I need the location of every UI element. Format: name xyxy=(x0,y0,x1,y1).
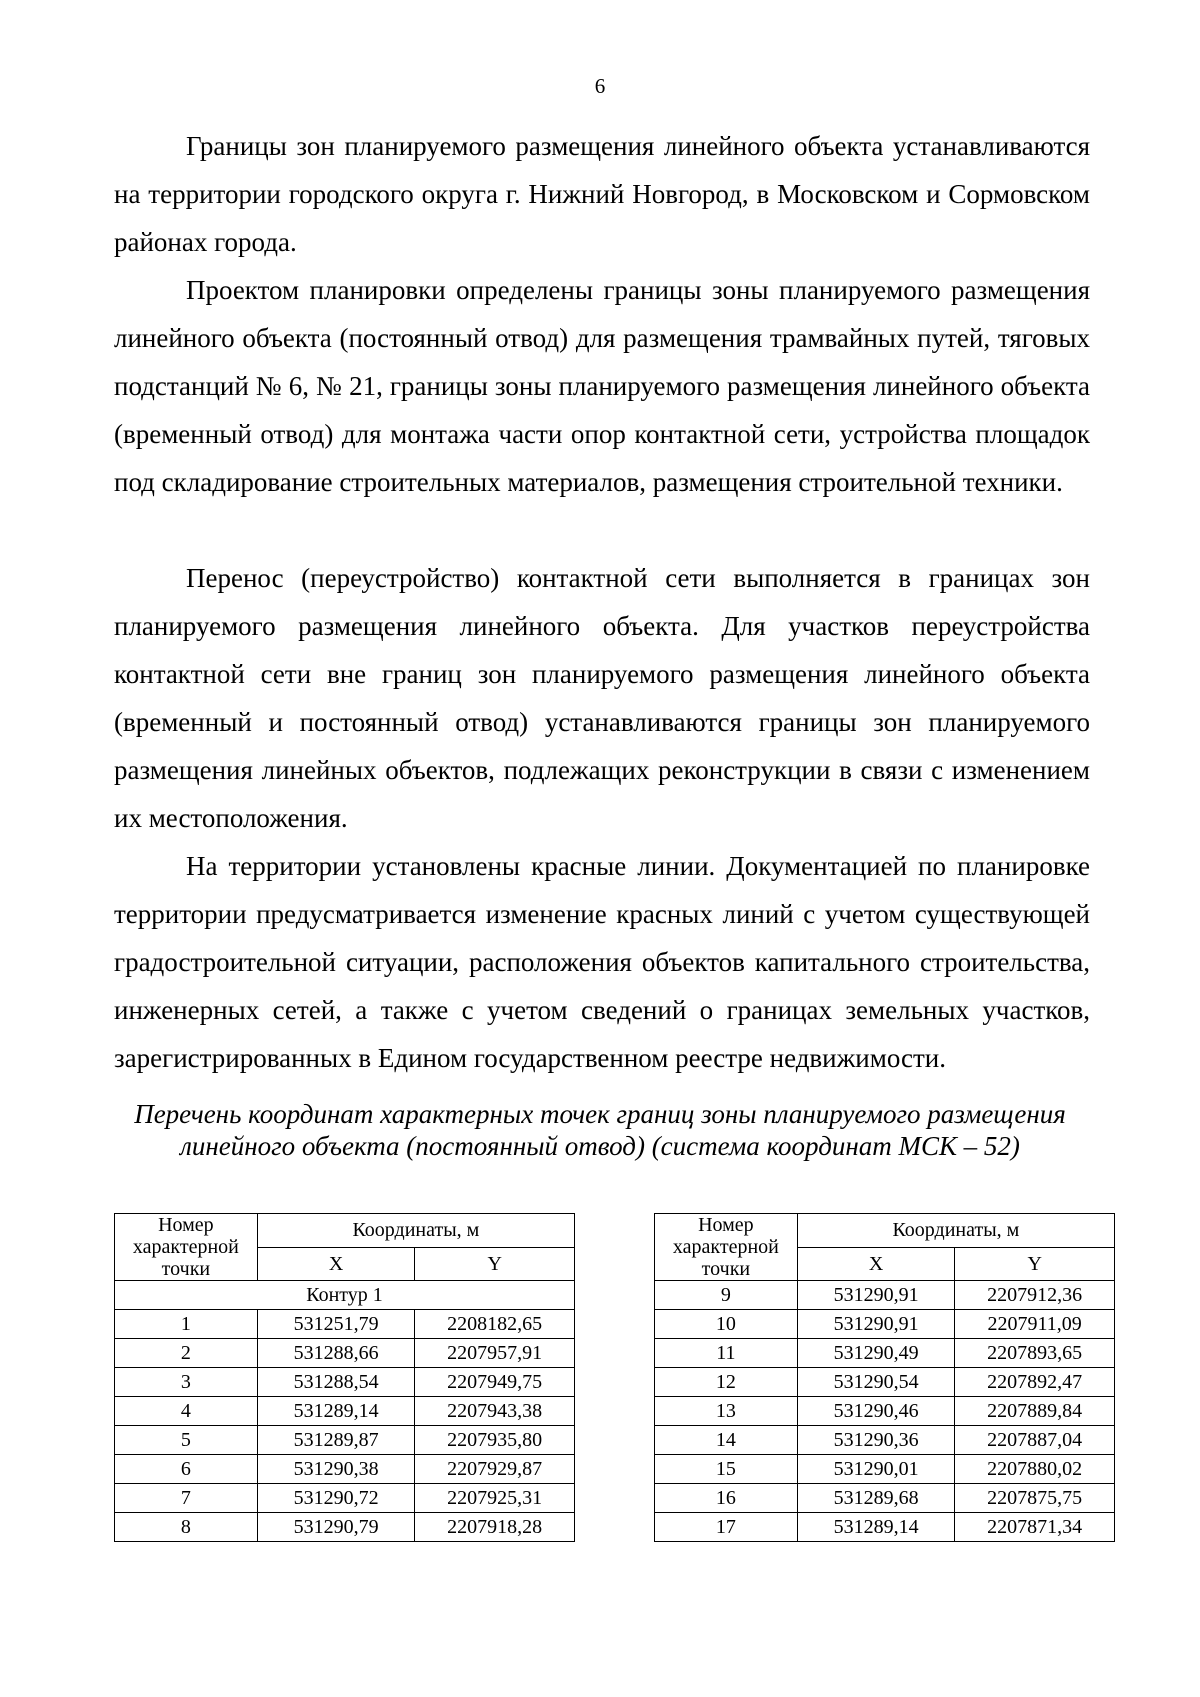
x-coordinate-cell: 531289,14 xyxy=(257,1397,415,1426)
table-row xyxy=(115,1368,575,1397)
point-number-cell: 1 xyxy=(115,1310,258,1339)
y-coordinate-cell: 2207887,04 xyxy=(955,1426,1115,1455)
header-point-number: Номер характерной точки xyxy=(655,1214,798,1281)
table-row xyxy=(115,1513,575,1542)
x-coordinate-cell: 531289,87 xyxy=(257,1426,415,1455)
y-coordinate-cell: 2207918,28 xyxy=(415,1513,575,1542)
y-coordinate-cell: 2207943,38 xyxy=(415,1397,575,1426)
x-coordinate-cell: 531290,79 xyxy=(257,1513,415,1542)
point-number-cell: 4 xyxy=(115,1397,258,1426)
point-number-cell: 16 xyxy=(655,1484,798,1513)
point-number-cell: 13 xyxy=(655,1397,798,1426)
coordinates-table-left xyxy=(114,1213,575,1542)
y-coordinate-cell: 2207893,65 xyxy=(955,1339,1115,1368)
x-coordinate-cell: 531290,36 xyxy=(797,1426,955,1455)
x-coordinate-cell: 531251,79 xyxy=(257,1310,415,1339)
header-x: X xyxy=(257,1247,415,1281)
point-number-cell: 17 xyxy=(655,1513,798,1542)
table-row xyxy=(115,1484,575,1513)
table-row xyxy=(115,1455,575,1484)
x-coordinate-cell: 531290,49 xyxy=(797,1339,955,1368)
y-coordinate-cell: 2207957,91 xyxy=(415,1339,575,1368)
table-row xyxy=(655,1455,1115,1484)
table-row xyxy=(115,1426,575,1455)
table-caption xyxy=(100,1098,1100,1162)
x-coordinate-cell: 531290,46 xyxy=(797,1397,955,1426)
y-coordinate-cell: 2207925,31 xyxy=(415,1484,575,1513)
x-coordinate-cell: 531290,54 xyxy=(797,1368,955,1397)
table-row xyxy=(655,1513,1115,1542)
point-number-cell: 11 xyxy=(655,1339,798,1368)
x-coordinate-cell: 531290,38 xyxy=(257,1455,415,1484)
table-row xyxy=(115,1310,575,1339)
header-coordinates: Координаты, м xyxy=(797,1214,1114,1248)
point-number-cell: 5 xyxy=(115,1426,258,1455)
header-coordinates: Координаты, м xyxy=(257,1214,574,1248)
point-number-cell: 14 xyxy=(655,1426,798,1455)
header-x: X xyxy=(797,1247,955,1281)
x-coordinate-cell: 531290,91 xyxy=(797,1281,955,1310)
point-number-cell: 3 xyxy=(115,1368,258,1397)
point-number-cell: 9 xyxy=(655,1281,798,1310)
table-row xyxy=(655,1368,1115,1397)
y-coordinate-cell: 2207911,09 xyxy=(955,1310,1115,1339)
point-number-cell: 12 xyxy=(655,1368,798,1397)
table-row xyxy=(655,1310,1115,1339)
table-row xyxy=(655,1397,1115,1426)
x-coordinate-cell: 531290,91 xyxy=(797,1310,955,1339)
table-row xyxy=(115,1397,575,1426)
header-point-number: Номер характерной точки xyxy=(115,1214,258,1281)
point-number-cell: 2 xyxy=(115,1339,258,1368)
y-coordinate-cell: 2207880,02 xyxy=(955,1455,1115,1484)
x-coordinate-cell: 531288,54 xyxy=(257,1368,415,1397)
table-row xyxy=(655,1426,1115,1455)
point-number-cell: 6 xyxy=(115,1455,258,1484)
table-caption-line-1: Перечень координат характерных точек границ зоны планируемого размещения xyxy=(134,1099,1066,1129)
table-caption-line-2: линейного объекта (постоянный отвод) (система координат МСК – 52) xyxy=(180,1131,1020,1161)
table-row xyxy=(655,1484,1115,1513)
point-number-cell: 15 xyxy=(655,1455,798,1484)
paragraph-2: Проектом планировки определены границы зоны планируемого размещения линейного объекта (постоянный отвод) для размещения трамвайных путей, тяговых подстанций № 6, № 21, границы зоны планируемого размещения линейного объекта (временный отвод) для монтажа части опор контактной сети, устройства площадок под складирование строительных материалов, размещения строительной техники. xyxy=(114,275,1090,497)
page-number: 6 xyxy=(594,74,606,98)
y-coordinate-cell: 2207892,47 xyxy=(955,1368,1115,1397)
point-number-cell: 10 xyxy=(655,1310,798,1339)
y-coordinate-cell: 2207912,36 xyxy=(955,1281,1115,1310)
x-coordinate-cell: 531290,72 xyxy=(257,1484,415,1513)
table-row xyxy=(655,1281,1115,1310)
header-y: Y xyxy=(955,1247,1115,1281)
paragraph-3: Перенос (переустройство) контактной сети выполняется в границах зон планируемого размещения линейного объекта. Для участков переустройства контактной сети вне границ зон планируемого размещения линейного объекта (временный и постоянный отвод) устанавливаются границы зон планируемого размещения линейных объектов, подлежащих реконструкции в связи с изменением их местоположения. xyxy=(114,563,1090,833)
header-y: Y xyxy=(415,1247,575,1281)
x-coordinate-cell: 531289,68 xyxy=(797,1484,955,1513)
y-coordinate-cell: 2207889,84 xyxy=(955,1397,1115,1426)
y-coordinate-cell: 2207949,75 xyxy=(415,1368,575,1397)
contour-label: Контур 1 xyxy=(115,1281,575,1310)
x-coordinate-cell: 531288,66 xyxy=(257,1339,415,1368)
table-row xyxy=(655,1339,1115,1368)
paragraph-1: Границы зон планируемого размещения линейного объекта устанавливаются на территории городского округа г. Нижний Новгород, в Московском и Сормовском районах города. xyxy=(114,131,1090,257)
y-coordinate-cell: 2207929,87 xyxy=(415,1455,575,1484)
y-coordinate-cell: 2207935,80 xyxy=(415,1426,575,1455)
contour-row xyxy=(115,1281,575,1310)
x-coordinate-cell: 531290,01 xyxy=(797,1455,955,1484)
y-coordinate-cell: 2207875,75 xyxy=(955,1484,1115,1513)
x-coordinate-cell: 531289,14 xyxy=(797,1513,955,1542)
y-coordinate-cell: 2207871,34 xyxy=(955,1513,1115,1542)
y-coordinate-cell: 2208182,65 xyxy=(415,1310,575,1339)
table-row xyxy=(115,1339,575,1368)
point-number-cell: 8 xyxy=(115,1513,258,1542)
point-number-cell: 7 xyxy=(115,1484,258,1513)
coordinates-table-right xyxy=(654,1213,1115,1542)
paragraph-4: На территории установлены красные линии. Документацией по планировке территории предусматривается изменение красных линий с учетом существующей градостроительной ситуации, расположения объектов капитального строительства, инженерных сетей, а также с учетом сведений о границах земельных участков, зарегистрированных в Едином государственном реестре недвижимости. xyxy=(114,851,1090,1073)
